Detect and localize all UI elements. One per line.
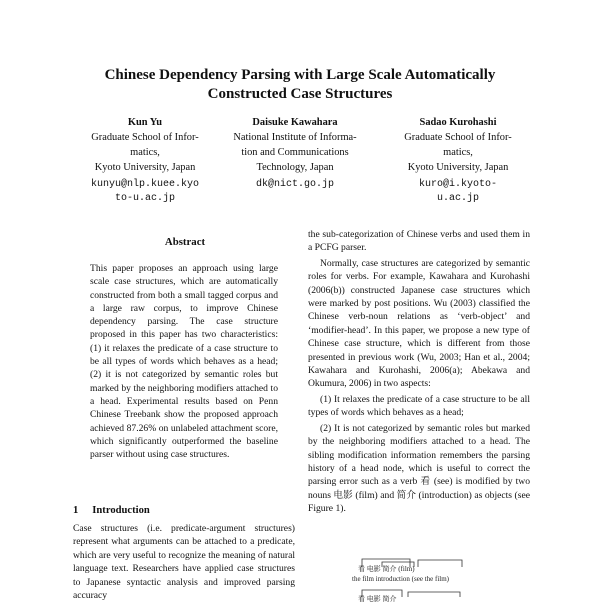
section-number: 1 [73, 505, 79, 516]
paper-title [60, 66, 540, 104]
figure-label: the film introduction (see the film) [352, 575, 450, 583]
author-name: Daisuke Kawahara [252, 117, 338, 128]
title-line-2: Constructed Case Structures [207, 86, 393, 102]
author-email [65, 178, 225, 206]
author-email-line: u.ac.jp [436, 193, 479, 204]
section-title: Introduction [92, 505, 150, 516]
author-block [65, 115, 225, 206]
author-block [378, 115, 538, 206]
author-email [378, 178, 538, 206]
figure-label: 看 电影 简介 (film) [358, 565, 415, 573]
author-email [220, 178, 370, 192]
author-affiliation-line: matics, [130, 147, 160, 158]
author-affiliation-line: Kyoto University, Japan [94, 162, 196, 173]
author-email-line: dk@nict.go.jp [255, 179, 334, 190]
paragraph: Normally, case structures are categorized by semantic roles for verbs. For example, Kawahara and Kurohashi (2006(b)) constructed Japanese case structures which were marked by post positions. Wu (2003) classified the Chinese verb-noun relations as ‘verb-object’ and ‘modifier-head’. In this paper, we propose a new type of Chinese case structure, which is different from those presented in previous work (Wu, 2003; Han et al., 2004; Kawahara and Kurohashi, 2006(a); Abekawa and Okumura, 2006) in two aspects: [308, 257, 530, 390]
paragraph: (2) It is not categorized by semantic roles but marked by the neighboring modifiers attached to a head. The sibling modification information remembers the parsing history of a head node, which is useful to correct the parsing error such as a verb 看 (see) is modified by two nouns 电影 (film) and 简介 (introduction) as objects (see Figure 1). [308, 422, 530, 515]
author-email-line: to-u.ac.jp [114, 193, 175, 204]
abstract-heading: Abstract [164, 236, 206, 248]
author-email-line: kuro@i.kyoto- [418, 179, 497, 190]
author-name: Sadao Kurohashi [419, 117, 497, 128]
author-affiliation-line: matics, [443, 147, 473, 158]
figure-1 [352, 557, 502, 606]
abstract-text: This paper proposes an approach using large scale case structures, which are automatically constructed from both a small tagged corpus and a large raw corpus, to improve Chinese dependency parsing. The case structure proposed in this paper has two characteristics: (1) it relaxes the predicate of a case structure to be all types of words which behaves as a head; (2) it is not categorized by semantic roles but marked by the neighboring modifiers attached to a head. Experimental results based on Penn Chinese Treebank show the proposed approach achieved 87.26% on unlabeled attachment score, which significantly outperformed the baseline parser without using case structures. [90, 263, 278, 461]
right-column [308, 228, 530, 518]
author-block [220, 115, 370, 192]
intro-text: Case structures (i.e. predicate-argument structures) represent what arguments can be attached to a predicate, which are very useful to recognize the meaning of natural language text. Researchers have applied case structures to Japanese syntactic analysis and improved parsing accuracy [73, 523, 295, 602]
paragraph: (1) It relaxes the predicate of a case structure to be all types of words which behaves as a head; [308, 393, 530, 419]
section-heading [73, 505, 150, 516]
author-affiliation-line: tion and Communications [241, 147, 349, 158]
author-email-line: kunyu@nlp.kuee.kyo [90, 179, 200, 190]
author-affiliation-line: Graduate School of Infor- [404, 132, 512, 143]
figure-label: 看 电影 简介 [358, 595, 397, 603]
title-line-1: Chinese Dependency Parsing with Large Scale Automatically [104, 67, 496, 83]
author-affiliation-line: Kyoto University, Japan [407, 162, 509, 173]
author-name: Kun Yu [127, 117, 163, 128]
author-affiliation-line: Technology, Japan [256, 162, 334, 173]
paragraph: the sub-categorization of Chinese verbs and used them in a PCFG parser. [308, 229, 530, 254]
author-affiliation-line: Graduate School of Infor- [91, 132, 199, 143]
author-affiliation-line: National Institute of Informa- [233, 132, 357, 143]
